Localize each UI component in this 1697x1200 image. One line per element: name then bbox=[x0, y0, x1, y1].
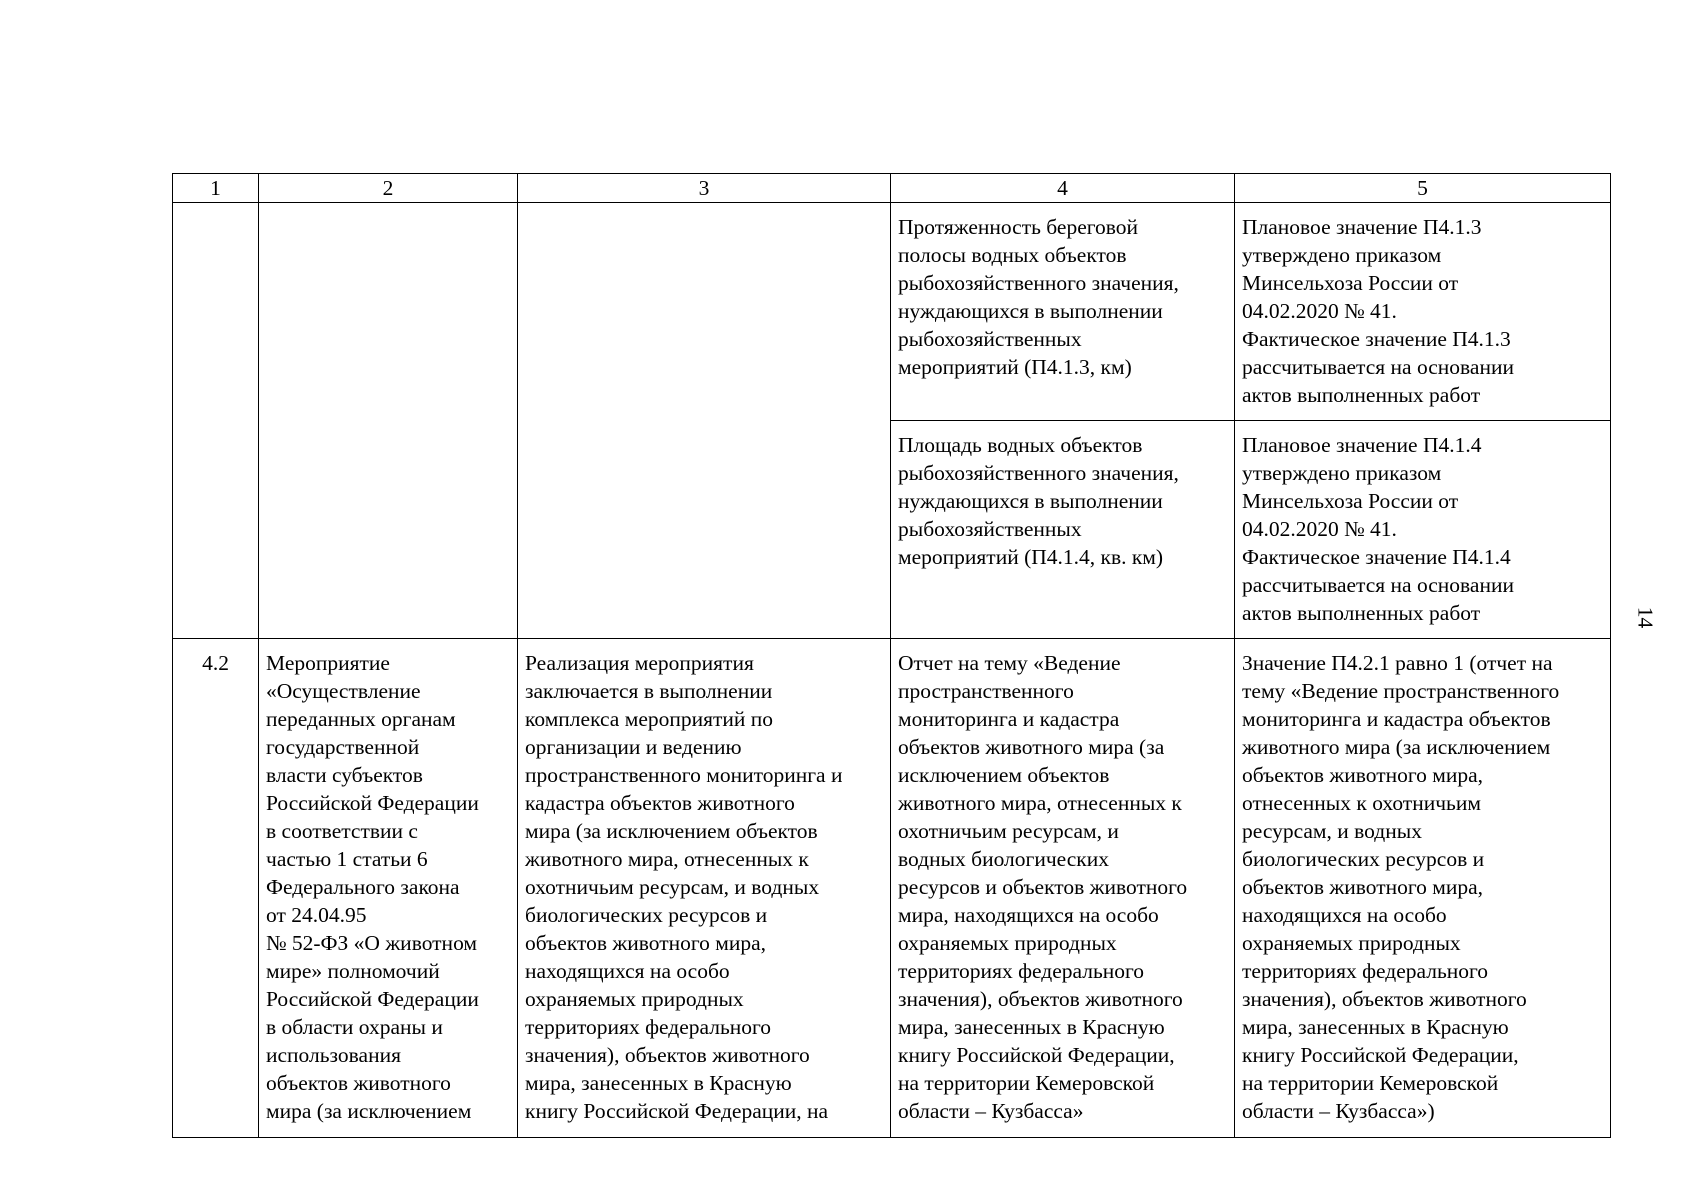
method-text: Значение П4.2.1 равно 1 (отчет на тему «Ведение пространственного мониторинга и кадастра объектов животного мира (за исключением объектов животного мира, отнесенных к охотничьим ресурсам, и водных биологических ресурсов и объектов животного мира, находящихся на особо охраняемых природных территориях федерального значения), объектов животного мира, занесенных в Красную книгу Российской Федерации, на территории Кемеровской области – Кузбасса») bbox=[1242, 651, 1560, 1123]
empty-description-cell bbox=[518, 203, 891, 639]
method-cell bbox=[1235, 639, 1611, 1138]
indicator-cell bbox=[891, 421, 1235, 639]
method-text: Плановое значение П4.1.3 утверждено приказом Минсельхоза России от 04.02.2020 № 41. Фактическое значение П4.1.3 рассчитывается на основании актов выполненных работ bbox=[1242, 215, 1514, 407]
method-cell bbox=[1235, 203, 1611, 421]
description-text: Реализация мероприятия заключается в выполнении комплекса мероприятий по организации и ведению пространственного мониторинга и кадастра объектов животного мира (за исключением объектов животного мира, отнесенных к охотничьим ресурсам, и водных биологических ресурсов и объектов животного мира, находящихся на особо охраняемых природных территориях федерального значения), объектов животного мира, занесенных в Красную книгу Российской Федерации, на bbox=[525, 651, 843, 1123]
indicator-cell bbox=[891, 639, 1235, 1138]
page-number: 14 bbox=[1633, 606, 1658, 629]
column-header-2: 2 bbox=[259, 174, 518, 203]
event-cell bbox=[259, 639, 518, 1138]
empty-event-cell bbox=[259, 203, 518, 639]
row-number: 4.2 bbox=[202, 651, 229, 675]
indicator-text: Отчет на тему «Ведение пространственного мониторинга и кадастра объектов животного мира (за исключением объектов животного мира, отнесенных к охотничьим ресурсам, и водных биологических ресурсов и объектов животного мира, находящихся на особо охраняемых природных территориях федерального значения), объектов животного мира, занесенных в Красную книгу Российской Федерации, на территории Кемеровской области – Кузбасса» bbox=[898, 651, 1188, 1123]
event-text: Мероприятие «Осуществление переданных органам государственной власти субъектов Российской Федерации в соответствии с частью 1 статьи 6 Федерального закона от 24.04.95 № 52-ФЗ «О животном мире» полномочий Российской Федерации в области охраны и использования объектов животного мира (за исключением bbox=[266, 651, 479, 1123]
table-header-row bbox=[173, 174, 1611, 203]
indicator-text: Площадь водных объектов рыбохозяйственного значения, нуждающихся в выполнении рыбохозяйственных мероприятий (П4.1.4, кв. км) bbox=[898, 433, 1179, 569]
row-number-cell bbox=[173, 639, 259, 1138]
table-row bbox=[173, 639, 1611, 1138]
column-header-4: 4 bbox=[891, 174, 1235, 203]
description-cell bbox=[518, 639, 891, 1138]
empty-number-cell bbox=[173, 203, 259, 639]
indicator-cell bbox=[891, 203, 1235, 421]
column-header-5: 5 bbox=[1235, 174, 1611, 203]
method-text: Плановое значение П4.1.4 утверждено приказом Минсельхоза России от 04.02.2020 № 41. Фактическое значение П4.1.4 рассчитывается на основании актов выполненных работ bbox=[1242, 433, 1514, 625]
column-header-3: 3 bbox=[518, 174, 891, 203]
column-header-1: 1 bbox=[173, 174, 259, 203]
document-table bbox=[172, 173, 1611, 1138]
indicator-text: Протяженность береговой полосы водных объектов рыбохозяйственного значения, нуждающихся в выполнении рыбохозяйственных мероприятий (П4.1.3, км) bbox=[898, 215, 1179, 379]
method-cell bbox=[1235, 421, 1611, 639]
table-row bbox=[173, 203, 1611, 421]
